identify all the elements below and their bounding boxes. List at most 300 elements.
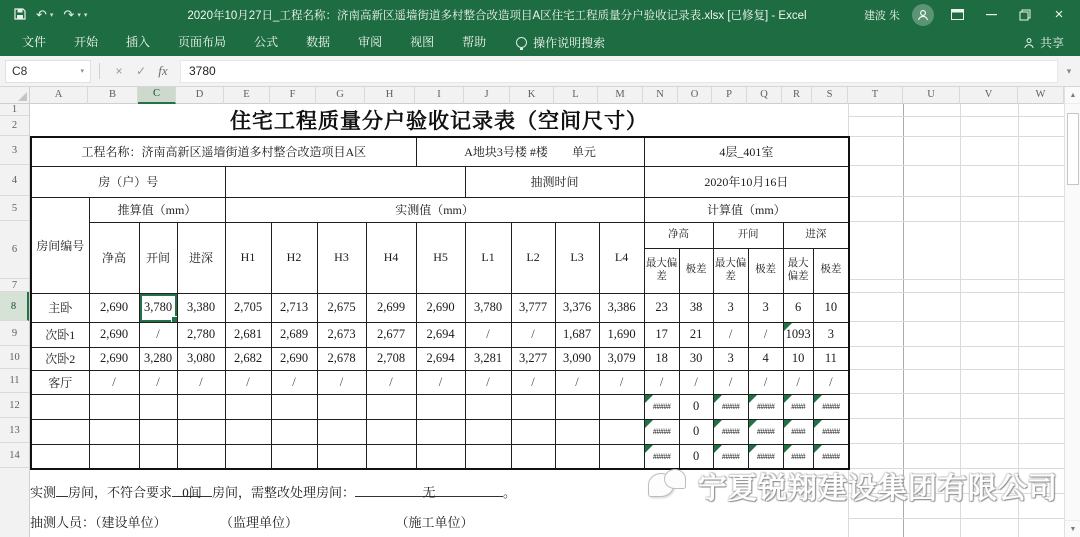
empty-cell[interactable]: [271, 394, 317, 419]
close-icon[interactable]: ×: [1054, 6, 1064, 23]
quick-access-toolbar: [0, 8, 130, 22]
table-row: [31, 444, 849, 469]
column-header-N[interactable]: N: [643, 87, 678, 104]
calc-group-header[interactable]: 开间: [713, 222, 783, 248]
room-no-header[interactable]: 房间编号: [31, 197, 89, 293]
data-cell[interactable]: /: [465, 370, 511, 394]
record-table-title: 住宅工程质量分户验收记录表（空间尺寸）: [230, 109, 648, 133]
row-header-9[interactable]: 9: [0, 321, 29, 346]
data-cell[interactable]: /: [679, 370, 713, 394]
calc-group-header[interactable]: 进深: [783, 222, 849, 248]
tab-插入[interactable]: 插入: [126, 35, 151, 49]
user-name[interactable]: 建波 朱: [863, 9, 900, 22]
titlebar-right: [864, 4, 1080, 26]
data-cell[interactable]: /: [271, 370, 317, 394]
data-cell[interactable]: 3,079: [599, 347, 644, 370]
gridline: [848, 369, 1064, 370]
column-header-U[interactable]: U: [903, 87, 960, 104]
data-cell[interactable]: 3,090: [555, 347, 599, 370]
column-header-J[interactable]: J: [464, 87, 510, 104]
data-cell[interactable]: /: [511, 322, 555, 347]
watermark-text: 宁夏锐翔建设集团有限公司: [698, 473, 1059, 505]
empty-cell[interactable]: [177, 394, 225, 419]
tab-帮助[interactable]: 帮助: [462, 35, 487, 49]
tab-数据[interactable]: 数据: [306, 35, 331, 49]
data-cell[interactable]: /: [177, 370, 225, 394]
data-cell[interactable]: /: [713, 370, 748, 394]
data-cell[interactable]: 3,281: [465, 347, 511, 370]
error-cell[interactable]: #####: [748, 419, 783, 444]
empty-cell[interactable]: [225, 394, 271, 419]
sample-time-label-cell[interactable]: 抽测时间: [465, 166, 644, 197]
data-cell[interactable]: 2,673: [317, 322, 366, 347]
gridline: [848, 279, 1064, 280]
data-cell[interactable]: /: [139, 370, 177, 394]
column-header-S[interactable]: S: [812, 87, 848, 104]
footer-text: （监理单位）: [226, 515, 299, 530]
data-cell[interactable]: 0: [679, 419, 713, 444]
empty-cell[interactable]: [416, 419, 465, 444]
avatar[interactable]: [912, 4, 934, 26]
minimize-icon[interactable]: [980, 4, 1002, 26]
empty-cell[interactable]: [89, 394, 139, 419]
ribbon-display-options-icon[interactable]: [946, 4, 968, 26]
empty-cell[interactable]: [465, 419, 511, 444]
empty-cell[interactable]: [555, 394, 599, 419]
room-name-cell[interactable]: 主卧: [31, 293, 89, 322]
empty-cell[interactable]: [465, 394, 511, 419]
empty-cell[interactable]: [416, 444, 465, 469]
data-cell[interactable]: 10: [783, 347, 813, 370]
data-cell[interactable]: 2,690: [416, 293, 465, 322]
data-cell[interactable]: 11: [813, 347, 849, 370]
col-header[interactable]: L3: [555, 222, 599, 293]
footer-text: 房间，需整改处理房间：: [212, 485, 356, 500]
column-header-W[interactable]: W: [1018, 87, 1064, 104]
empty-cell[interactable]: [555, 419, 599, 444]
scrollbar-thumb[interactable]: [1067, 113, 1079, 185]
acceptance-record-table: [30, 136, 850, 470]
tell-me-search[interactable]: [516, 34, 605, 51]
error-cell[interactable]: #####: [748, 444, 783, 469]
qat-customize-icon[interactable]: ▾: [83, 11, 88, 19]
row-header-14[interactable]: 14: [0, 443, 29, 468]
col-header[interactable]: 开间: [139, 222, 177, 293]
formula-bar: [0, 56, 1080, 87]
row-header-1[interactable]: 1: [0, 104, 29, 116]
column-header-H[interactable]: H: [365, 87, 415, 104]
scroll-up-icon[interactable]: ▲: [1065, 87, 1080, 104]
footer-text: [56, 482, 68, 497]
empty-cell[interactable]: [225, 444, 271, 469]
lightbulb-icon: [516, 37, 527, 48]
error-cell[interactable]: ####: [783, 394, 813, 419]
gridline: [848, 321, 1064, 322]
data-cell[interactable]: 1093: [783, 322, 813, 347]
data-cell[interactable]: 3,280: [139, 347, 177, 370]
row-headers: [0, 104, 30, 537]
data-cell[interactable]: 2,699: [366, 293, 416, 322]
data-cell[interactable]: /: [599, 370, 644, 394]
formula-value: 3780: [189, 64, 216, 78]
col-header[interactable]: 极差: [813, 248, 849, 293]
empty-cell[interactable]: [599, 444, 644, 469]
gridline: [848, 518, 1064, 519]
empty-cell[interactable]: [366, 444, 416, 469]
redo-dropdown-icon[interactable]: ▾: [77, 11, 81, 19]
row-header-5[interactable]: 5: [0, 196, 29, 221]
col-header[interactable]: H5: [416, 222, 465, 293]
col-header[interactable]: H4: [366, 222, 416, 293]
data-cell[interactable]: /: [813, 370, 849, 394]
error-cell[interactable]: #####: [813, 419, 849, 444]
error-cell[interactable]: #####: [748, 394, 783, 419]
col-header[interactable]: 进深: [177, 222, 225, 293]
row-header-3[interactable]: 3: [0, 136, 29, 165]
data-cell[interactable]: /: [644, 370, 679, 394]
data-cell[interactable]: 3: [748, 293, 783, 322]
error-cell[interactable]: #####: [644, 394, 679, 419]
empty-cell[interactable]: [317, 394, 366, 419]
save-icon[interactable]: [14, 8, 26, 22]
table-row: [31, 322, 849, 347]
data-cell[interactable]: /: [748, 322, 783, 347]
person-icon: [1023, 37, 1035, 49]
data-cell[interactable]: 30: [679, 347, 713, 370]
watermark: [648, 466, 1058, 507]
column-headers: [30, 87, 1064, 104]
column-header-V[interactable]: V: [960, 87, 1018, 104]
data-cell[interactable]: 2,694: [416, 322, 465, 347]
gridline: [848, 136, 1064, 137]
column-header-D[interactable]: D: [176, 87, 224, 104]
table-info-row: [31, 137, 849, 166]
column-header-B[interactable]: B: [88, 87, 138, 104]
data-cell[interactable]: 0: [679, 444, 713, 469]
column-header-R[interactable]: R: [782, 87, 812, 104]
data-cell[interactable]: 2,705: [225, 293, 271, 322]
data-cell[interactable]: 3,777: [511, 293, 555, 322]
empty-cell[interactable]: [177, 444, 225, 469]
col-header[interactable]: 最大偏差: [783, 248, 813, 293]
data-cell[interactable]: 2,780: [177, 322, 225, 347]
table-row: [31, 347, 849, 370]
gridline: [848, 468, 1064, 469]
tab-公式[interactable]: 公式: [254, 35, 279, 49]
column-header-Q[interactable]: Q: [747, 87, 782, 104]
empty-cell[interactable]: [599, 394, 644, 419]
column-header-F[interactable]: F: [270, 87, 316, 104]
row-header-2[interactable]: 2: [0, 116, 29, 136]
data-cell[interactable]: 2,708: [366, 347, 416, 370]
data-cell[interactable]: 2,713: [271, 293, 317, 322]
tab-页面布局[interactable]: 页面布局: [178, 35, 227, 49]
project-name-cell[interactable]: 工程名称：济南高新区遥墙街道多村整合改造项目A区: [31, 137, 416, 166]
building-cell[interactable]: [416, 137, 644, 166]
empty-cell[interactable]: [465, 444, 511, 469]
empty-cell[interactable]: [317, 419, 366, 444]
sample-time-value-cell[interactable]: 2020年10月16日: [644, 166, 849, 197]
data-cell[interactable]: /: [416, 370, 465, 394]
formula-input[interactable]: [180, 60, 1058, 83]
name-box[interactable]: [5, 60, 91, 83]
error-cell[interactable]: #####: [813, 444, 849, 469]
undo-icon[interactable]: ↶: [36, 7, 47, 22]
namebox-dropdown-icon[interactable]: ▾: [80, 68, 84, 75]
col-header[interactable]: 最大偏差: [713, 248, 748, 293]
column-header-A[interactable]: A: [30, 87, 88, 104]
empty-cell[interactable]: [511, 419, 555, 444]
data-cell[interactable]: /: [366, 370, 416, 394]
error-cell[interactable]: #####: [713, 394, 748, 419]
room-name-cell[interactable]: 客厅: [31, 370, 89, 394]
error-cell[interactable]: #####: [713, 419, 748, 444]
divider: [99, 63, 100, 79]
error-cell[interactable]: #####: [813, 394, 849, 419]
empty-cell[interactable]: [139, 394, 177, 419]
column-header-G[interactable]: G: [316, 87, 365, 104]
room-cell[interactable]: 4层_401室: [644, 137, 849, 166]
error-cell[interactable]: #####: [644, 444, 679, 469]
empty-cell[interactable]: [317, 444, 366, 469]
column-header-T[interactable]: T: [848, 87, 903, 104]
col-header[interactable]: L1: [465, 222, 511, 293]
data-cell[interactable]: /: [139, 322, 177, 347]
column-header-O[interactable]: O: [678, 87, 712, 104]
row-header-12[interactable]: 12: [0, 393, 29, 418]
share-button[interactable]: [1023, 34, 1080, 51]
empty-cell[interactable]: [271, 444, 317, 469]
data-cell[interactable]: /: [89, 370, 139, 394]
data-cell[interactable]: /: [511, 370, 555, 394]
empty-cell[interactable]: [366, 394, 416, 419]
tab-视图[interactable]: 视图: [410, 35, 435, 49]
title-bar: [0, 0, 1080, 29]
gridline: [848, 346, 1064, 347]
column-header-L[interactable]: L: [554, 87, 598, 104]
data-cell[interactable]: 21: [679, 322, 713, 347]
watermark-logo-icon: [648, 469, 690, 505]
col-header[interactable]: L2: [511, 222, 555, 293]
error-cell[interactable]: ####: [783, 444, 813, 469]
row-header-7[interactable]: 7: [0, 279, 29, 292]
empty-cell[interactable]: [31, 419, 89, 444]
empty-cell[interactable]: [177, 419, 225, 444]
data-cell[interactable]: 2,694: [416, 347, 465, 370]
empty-cell[interactable]: [31, 394, 89, 419]
empty-cell[interactable]: [89, 419, 139, 444]
data-cell[interactable]: 38: [679, 293, 713, 322]
data-cell[interactable]: 3,376: [555, 293, 599, 322]
row-header-8[interactable]: 8: [0, 292, 29, 321]
empty-cell[interactable]: [599, 419, 644, 444]
data-cell[interactable]: 3,277: [511, 347, 555, 370]
footer-text: 无: [355, 482, 503, 497]
data-cell[interactable]: 2,681: [225, 322, 271, 347]
window-title: 2020年10月27日_工程名称：济南高新区遥墙街道多村整合改造项目A区住宅工程质量分户验收记录表.xlsx [已修复] - Excel: [187, 9, 807, 22]
data-cell[interactable]: 2,689: [271, 322, 317, 347]
scroll-down-icon[interactable]: ▼: [1065, 520, 1080, 537]
ribbon-tabs: [0, 29, 500, 56]
data-cell[interactable]: /: [555, 370, 599, 394]
empty-cell[interactable]: [139, 444, 177, 469]
measured-header[interactable]: 实测值（mm）: [225, 197, 644, 222]
empty-cell[interactable]: [225, 419, 271, 444]
column-header-K[interactable]: K: [510, 87, 554, 104]
search-label: 操作说明搜索: [533, 36, 606, 50]
select-all-corner[interactable]: [0, 87, 30, 104]
tab-文件[interactable]: 文件: [22, 35, 47, 49]
gridline: [848, 418, 1064, 419]
data-cell[interactable]: 1,690: [599, 322, 644, 347]
room-name-cell[interactable]: 次卧2: [31, 347, 89, 370]
data-cell[interactable]: /: [225, 370, 271, 394]
column-header-E[interactable]: E: [224, 87, 270, 104]
data-cell[interactable]: 0: [679, 394, 713, 419]
footer-text: 抽测人员：（建设单位）: [30, 515, 167, 530]
empty-cell[interactable]: [31, 444, 89, 469]
row-header-4[interactable]: 4: [0, 165, 29, 196]
calculated-header[interactable]: 计算值（mm）: [644, 197, 849, 222]
data-cell[interactable]: 2,682: [225, 347, 271, 370]
col-header[interactable]: H3: [317, 222, 366, 293]
gridline: [848, 196, 1064, 197]
empty-cell[interactable]: [511, 394, 555, 419]
data-cell[interactable]: 2,690: [271, 347, 317, 370]
cancel-entry-icon[interactable]: ×: [115, 64, 123, 78]
confirm-entry-icon[interactable]: ✓: [135, 64, 147, 78]
data-cell[interactable]: 3,080: [177, 347, 225, 370]
gridline: [848, 493, 1064, 494]
calc-group-header[interactable]: 净高: [644, 222, 713, 248]
share-label: 共享: [1039, 36, 1064, 50]
data-cell[interactable]: 6: [783, 293, 813, 322]
footer-summary-line: [30, 482, 516, 501]
error-cell[interactable]: #####: [644, 419, 679, 444]
data-cell[interactable]: 3,780: [465, 293, 511, 322]
empty-cell[interactable]: [139, 419, 177, 444]
data-cell[interactable]: 3: [813, 322, 849, 347]
data-cell[interactable]: 10: [813, 293, 849, 322]
column-header-C[interactable]: C: [138, 87, 176, 104]
data-cell[interactable]: 23: [644, 293, 679, 322]
data-cell[interactable]: 3,386: [599, 293, 644, 322]
col-header[interactable]: 净高: [89, 222, 139, 293]
row-header-10[interactable]: 10: [0, 346, 29, 369]
error-cell[interactable]: #####: [713, 444, 748, 469]
row-header-13[interactable]: 13: [0, 418, 29, 443]
data-cell[interactable]: /: [465, 322, 511, 347]
empty-cell[interactable]: [366, 419, 416, 444]
gridline: [848, 221, 1064, 222]
data-cell[interactable]: /: [713, 322, 748, 347]
data-cell[interactable]: 2,690: [89, 322, 139, 347]
data-cell[interactable]: 2,675: [317, 293, 366, 322]
footer-text: 。: [503, 485, 517, 500]
empty-cell[interactable]: [271, 419, 317, 444]
footer-text: 0间: [172, 482, 212, 497]
data-cell[interactable]: /: [748, 370, 783, 394]
insert-function-icon[interactable]: fx: [158, 63, 168, 78]
gridline: [848, 393, 1064, 394]
data-cell[interactable]: 4: [748, 347, 783, 370]
table-row: [31, 419, 849, 444]
data-cell[interactable]: /: [783, 370, 813, 394]
table-header-row: [31, 222, 849, 248]
data-cell[interactable]: 1,687: [555, 322, 599, 347]
footer-text: 房间，不符合要求: [68, 485, 173, 500]
table-row: [31, 293, 849, 322]
undo-dropdown-icon[interactable]: ▾: [49, 11, 54, 19]
table-info-row: [31, 166, 849, 197]
room-name-cell[interactable]: 次卧1: [31, 322, 89, 347]
restore-icon[interactable]: [1014, 4, 1036, 26]
formula-bar-expand-icon[interactable]: ▾: [1066, 65, 1072, 76]
empty-cell[interactable]: [89, 444, 139, 469]
vertical-scrollbar[interactable]: [1064, 87, 1080, 537]
col-header[interactable]: H2: [271, 222, 317, 293]
sheet-grid[interactable]: [30, 104, 1064, 537]
selected-cell[interactable]: 3,780: [139, 293, 177, 322]
ribbon: [0, 29, 1080, 56]
empty-cell[interactable]: [555, 444, 599, 469]
row-header-11[interactable]: 11: [0, 369, 29, 393]
data-cell[interactable]: 2,690: [89, 347, 139, 370]
empty-cell[interactable]: [416, 394, 465, 419]
footer-text: 实测: [30, 485, 57, 500]
cell-reference: C8: [12, 64, 28, 78]
col-header[interactable]: H1: [225, 222, 271, 293]
data-cell[interactable]: 2,677: [366, 322, 416, 347]
data-cell[interactable]: 18: [644, 347, 679, 370]
data-cell[interactable]: 2,678: [317, 347, 366, 370]
unit-label: 单元: [571, 145, 596, 160]
house-no-value-cell[interactable]: [225, 166, 465, 197]
gridline: [848, 165, 1064, 166]
data-cell[interactable]: 2,690: [89, 293, 139, 322]
column-header-M[interactable]: M: [598, 87, 643, 104]
data-cell[interactable]: 3: [713, 347, 748, 370]
data-cell[interactable]: 3,380: [177, 293, 225, 322]
data-cell[interactable]: /: [317, 370, 366, 394]
data-cell[interactable]: 3: [713, 293, 748, 322]
table-header-row: [31, 197, 849, 222]
estimate-header[interactable]: 推算值（mm）: [89, 197, 225, 222]
column-header-P[interactable]: P: [712, 87, 747, 104]
column-header-I[interactable]: I: [415, 87, 464, 104]
col-header[interactable]: 最大偏差: [644, 248, 679, 293]
tab-开始[interactable]: 开始: [74, 35, 99, 49]
gridline: [848, 116, 1064, 117]
table-row: [31, 370, 849, 394]
data-cell[interactable]: 17: [644, 322, 679, 347]
col-header[interactable]: L4: [599, 222, 644, 293]
empty-cell[interactable]: [511, 444, 555, 469]
error-cell[interactable]: ####: [783, 419, 813, 444]
redo-icon[interactable]: ↷: [63, 7, 75, 22]
building-label: A地块3号楼 #楼: [464, 145, 548, 160]
col-header[interactable]: 极差: [679, 248, 713, 293]
row-header-6[interactable]: 6: [0, 221, 29, 279]
tab-审阅[interactable]: 审阅: [358, 35, 383, 49]
house-no-label-cell[interactable]: 房（户）号: [31, 166, 225, 197]
footer-personnel-line: [30, 512, 474, 531]
footer-text: （施工单位）: [402, 515, 474, 530]
col-header[interactable]: 极差: [748, 248, 783, 293]
table-row: [31, 394, 849, 419]
gridline: [848, 292, 1064, 293]
gridline: [848, 443, 1064, 444]
